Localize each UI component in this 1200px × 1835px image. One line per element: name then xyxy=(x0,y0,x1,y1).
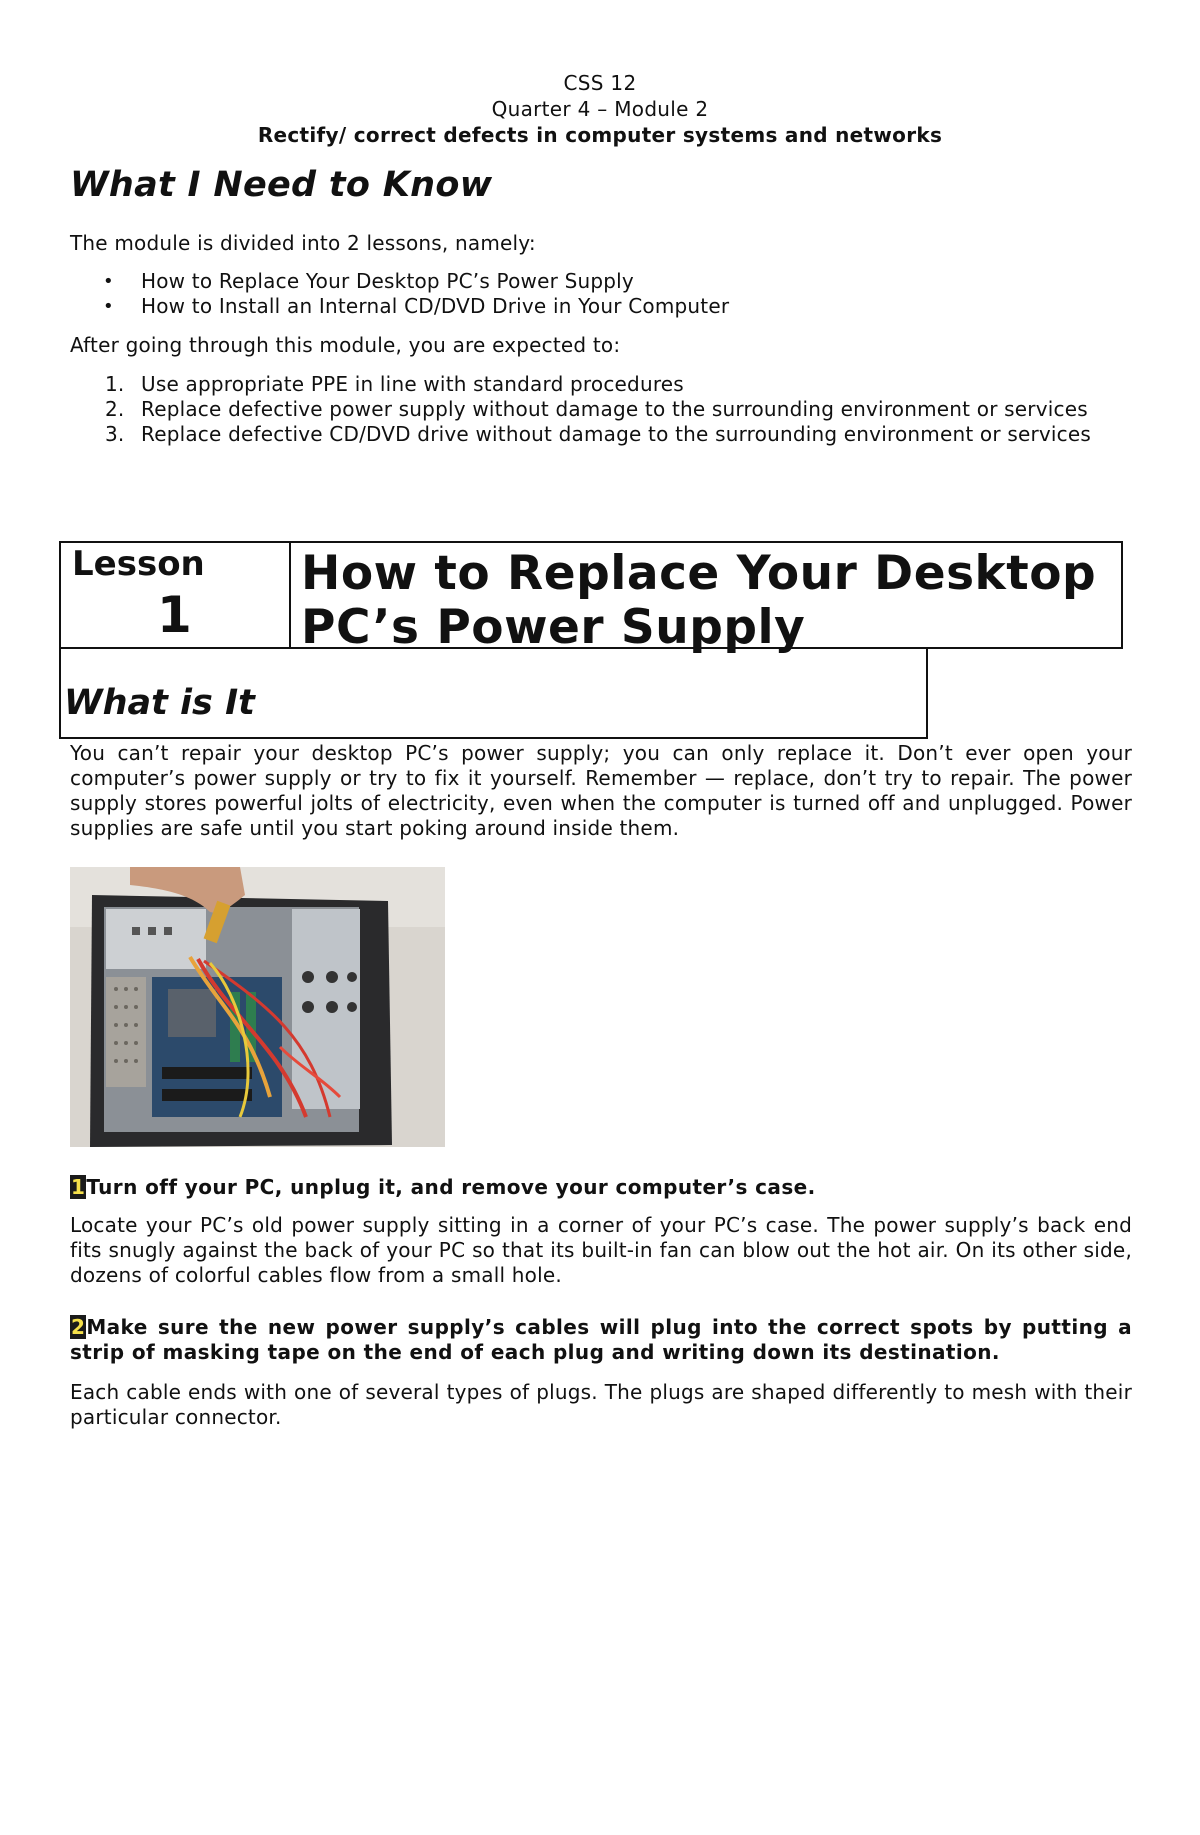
lesson-number: 1 xyxy=(157,586,192,644)
step-2-heading: 2Make sure the new power supply’s cables will plug into the correct spots by putting a strip of masking tape on the end of each plug and writing down its destination. xyxy=(70,1315,1132,1364)
lesson-label: Lesson xyxy=(72,544,205,584)
list-item: 2. Replace defective power supply without damage to the surrounding environment or services xyxy=(105,397,1088,421)
list-item: • How to Install an Internal CD/DVD Drive in Your Computer xyxy=(103,294,730,318)
section-heading-need-to-know: What I Need to Know xyxy=(70,165,493,205)
lessons-list xyxy=(70,269,1132,319)
lesson-label-cell xyxy=(61,543,291,647)
objectives-intro: After going through this module, you are expected to: xyxy=(70,333,621,357)
step-1-body: Locate your PC’s old power supply sitting in a corner of your PC’s case. The power supply’s back end fits snugly against the back of your PC so that its built-in fan can blow out the hot air. On its other side, dozens of colorful cables flow from a small hole. xyxy=(70,1213,1132,1287)
what-is-it-box xyxy=(59,649,928,739)
what-is-it-paragraph: You can’t repair your desktop PC’s power supply; you can only replace it. Don’t ever open your computer’s power supply or try to fix it yourself. Remember — replace, don’t try to repair. The power supply stores powerful jolts of electricity, even when the computer is turned off and unplugged. Power supplies are safe until you start poking around inside them. xyxy=(70,741,1132,840)
module-header xyxy=(0,70,1200,148)
step-number-badge: 2 xyxy=(71,1315,86,1339)
lessons-intro: The module is divided into 2 lessons, namely: xyxy=(70,231,536,255)
list-item: 1. Use appropriate PPE in line with standard procedures xyxy=(105,372,684,396)
section-heading-what-is-it: What is It xyxy=(64,683,255,723)
competency-title: Rectify/ correct defects in computer systems and networks xyxy=(257,123,943,147)
step-2-body: Each cable ends with one of several types of plugs. The plugs are shaped differently to mesh with their particular connector. xyxy=(70,1380,1132,1429)
bullet-icon: • xyxy=(103,271,114,292)
module-title: Quarter 4 – Module 2 xyxy=(491,97,709,121)
course-title: CSS 12 xyxy=(563,71,637,95)
bullet-icon: • xyxy=(103,296,114,317)
pc-case-photo xyxy=(70,867,445,1147)
list-item: 3. Replace defective CD/DVD drive without damage to the surrounding environment or services xyxy=(105,422,1092,446)
step-number-badge: 1 xyxy=(71,1175,86,1199)
list-item: • How to Replace Your Desktop PC’s Power Supply xyxy=(103,269,634,293)
step-1-heading: 1Turn off your PC, unplug it, and remove your computer’s case. xyxy=(71,1175,816,1199)
objectives-list xyxy=(70,372,1132,447)
lesson-banner xyxy=(59,541,1123,655)
lesson-title: How to Replace Your Desktop PC’s Power Supply xyxy=(301,546,1097,655)
